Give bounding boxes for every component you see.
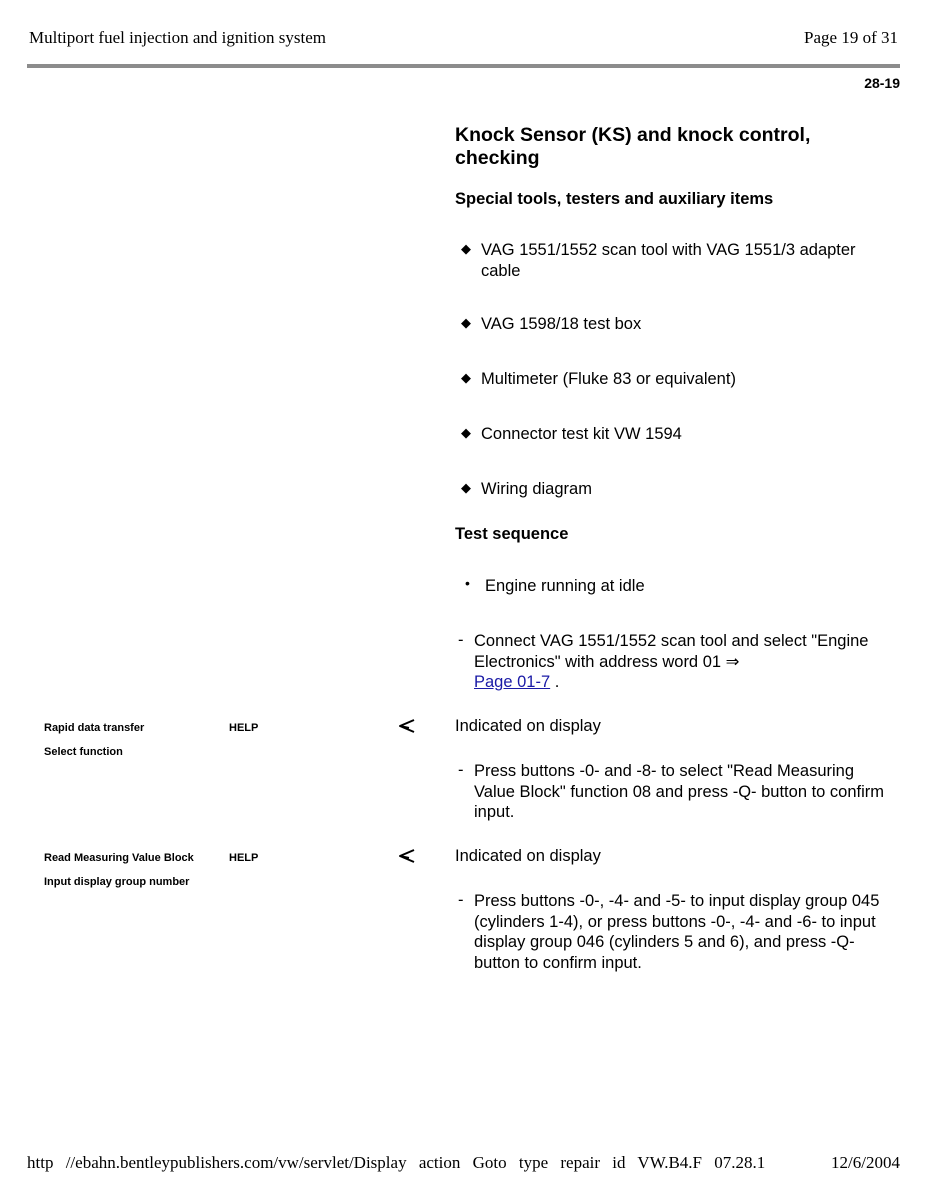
- round-bullet-icon: •: [465, 575, 470, 591]
- condition-item: Engine running at idle: [485, 577, 645, 595]
- display-note-1: Indicated on display: [455, 717, 601, 735]
- screen-1-line-1: Rapid data transfer: [44, 722, 145, 734]
- page-footer: [27, 1153, 900, 1173]
- step-dash: -: [458, 631, 464, 649]
- tool-item: VAG 1598/18 test box: [481, 315, 642, 333]
- page-01-7-link[interactable]: Page 01-7: [474, 673, 551, 691]
- pointer-arrow-icon: [398, 849, 416, 863]
- page-counter: Page 19 of 31: [804, 28, 898, 47]
- step-connect-text: Connect VAG 1551/1552 scan tool and select "Engine Electronics" with address word 01: [474, 632, 869, 671]
- display-note-2: Indicated on display: [455, 847, 601, 865]
- step-select-function: Press buttons -0- and -8- to select "Read Measuring Value Block" function 08 and press -Q- button to confirm input.: [474, 762, 885, 821]
- section-page-number: 28-19: [864, 75, 900, 91]
- step-dash: -: [458, 891, 464, 909]
- test-sequence-heading: Test sequence: [455, 525, 569, 543]
- tool-item: VAG 1551/1552 scan tool with VAG 1551/3 adapter cable: [481, 241, 856, 280]
- step-connect-end: .: [554, 673, 560, 691]
- step-connect: [474, 631, 874, 693]
- footer-date: 12/6/2004: [831, 1153, 900, 1172]
- page-heading: Knock Sensor (KS) and knock control, checking: [455, 124, 811, 169]
- header-divider: [27, 64, 900, 68]
- step-dash: -: [458, 761, 464, 779]
- footer-url: http //ebahn.bentleypublishers.com/vw/servlet/Display action Goto type repair id VW.B4.F 07.28.1: [27, 1153, 766, 1172]
- step-input-group: Press buttons -0-, -4- and -5- to input display group 045 (cylinders 1-4), or press buttons -0-, -4- and -6- to input display group 046 (cylinders 5 and 6), and press -Q- button to confirm input.: [474, 892, 880, 972]
- diamond-bullet-icon: ◆: [461, 315, 471, 330]
- tool-item: Multimeter (Fluke 83 or equivalent): [481, 370, 736, 388]
- screen-2-line-1: Read Measuring Value Block: [44, 852, 194, 864]
- screen-1-line-2: Select function: [44, 746, 123, 758]
- diamond-bullet-icon: ◆: [461, 370, 471, 385]
- diamond-bullet-icon: ◆: [461, 241, 471, 256]
- pointer-arrow-icon: [398, 719, 416, 733]
- diamond-bullet-icon: ◆: [461, 425, 471, 440]
- tool-item: Connector test kit VW 1594: [481, 425, 682, 443]
- document-title: Multiport fuel injection and ignition system: [29, 28, 326, 47]
- tools-heading: Special tools, testers and auxiliary items: [455, 190, 774, 208]
- page-ref-arrow-icon: ⇒: [725, 652, 740, 671]
- screen-2-line-2: Input display group number: [44, 876, 190, 888]
- diamond-bullet-icon: ◆: [461, 480, 471, 495]
- tool-item: Wiring diagram: [481, 480, 592, 498]
- screen-1-help: HELP: [229, 722, 259, 734]
- screen-2-help: HELP: [229, 852, 259, 864]
